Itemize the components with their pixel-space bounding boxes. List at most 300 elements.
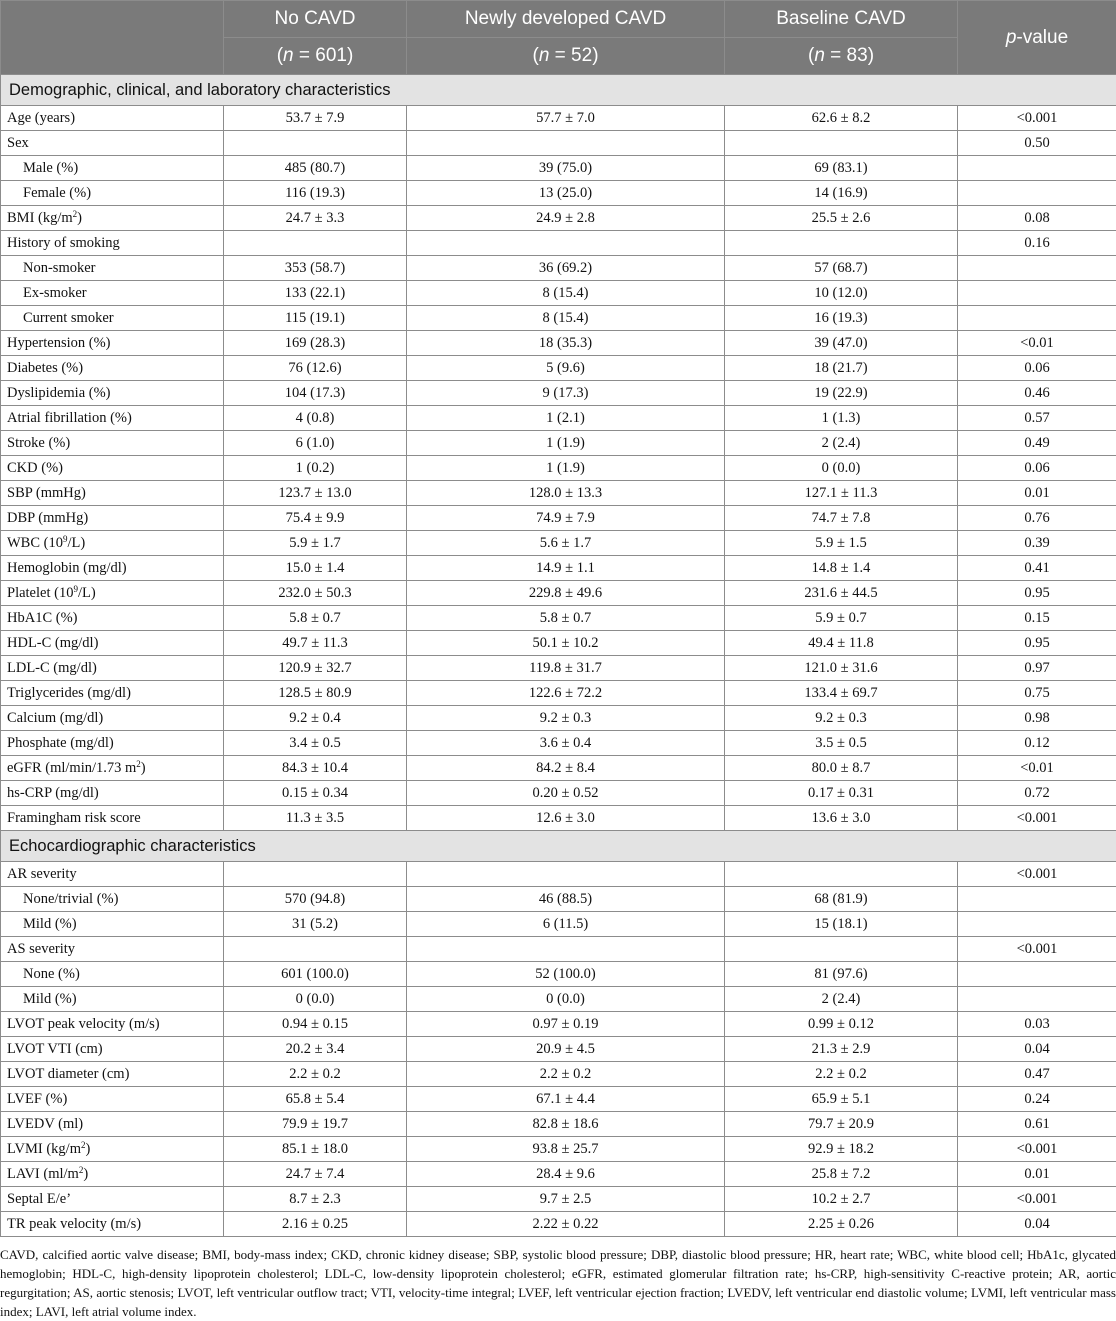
row-label: [1, 106, 224, 131]
value-no-cavd: 601 (100.0): [224, 962, 407, 987]
value-no-cavd: 353 (58.7): [224, 256, 407, 281]
value-p: 0.01: [958, 1162, 1116, 1187]
row-label: [1, 987, 224, 1012]
value-baseline-cavd: 14.8 ± 1.4: [725, 556, 958, 581]
value-newly-developed-cavd: 36 (69.2): [407, 256, 725, 281]
value-newly-developed-cavd: 1 (2.1): [407, 406, 725, 431]
value-p: 0.98: [958, 706, 1116, 731]
value-newly-developed-cavd: 0.97 ± 0.19: [407, 1012, 725, 1037]
value-no-cavd: 76 (12.6): [224, 356, 407, 381]
row-label-text: HbA1C (%): [7, 610, 77, 626]
p-italic: p: [1006, 27, 1017, 48]
value-no-cavd: 133 (22.1): [224, 281, 407, 306]
section-title: Echocardiographic characteristics: [1, 831, 1116, 862]
row-label: [1, 506, 224, 531]
value-baseline-cavd: 81 (97.6): [725, 962, 958, 987]
row-label: [1, 206, 224, 231]
row-label: [1, 606, 224, 631]
value-newly-developed-cavd: 50.1 ± 10.2: [407, 631, 725, 656]
row-label-text: LVOT diameter (cm): [7, 1066, 129, 1082]
value-baseline-cavd: 5.9 ± 0.7: [725, 606, 958, 631]
header-n-baseline: (n = 83): [725, 38, 958, 75]
value-p: [958, 281, 1116, 306]
row-label-text: Male (%): [23, 160, 78, 176]
value-p: <0.01: [958, 331, 1116, 356]
table-row: [1, 306, 1116, 331]
value-p: <0.001: [958, 106, 1116, 131]
row-label-text: LAVI (ml/m: [7, 1166, 79, 1182]
row-label-text: TR peak velocity (m/s): [7, 1216, 141, 1232]
row-label-tail: ): [141, 760, 146, 776]
row-label: [1, 406, 224, 431]
value-baseline-cavd: 65.9 ± 5.1: [725, 1087, 958, 1112]
value-baseline-cavd: 18 (21.7): [725, 356, 958, 381]
row-label: [1, 531, 224, 556]
row-label: [1, 556, 224, 581]
value-newly-developed-cavd: 74.9 ± 7.9: [407, 506, 725, 531]
row-label-text: Hemoglobin (mg/dl): [7, 560, 127, 576]
row-label-superscript: 2: [79, 1165, 84, 1175]
table-row: [1, 1012, 1116, 1037]
row-label-superscript: 2: [73, 209, 78, 219]
value-no-cavd: 15.0 ± 1.4: [224, 556, 407, 581]
value-no-cavd: 5.9 ± 1.7: [224, 531, 407, 556]
value-newly-developed-cavd: 1 (1.9): [407, 456, 725, 481]
row-label-text: SBP (mmHg): [7, 485, 86, 501]
row-label-text: Current smoker: [23, 310, 114, 326]
value-baseline-cavd: [725, 937, 958, 962]
header-p-value: [958, 1, 1116, 75]
value-p: [958, 181, 1116, 206]
value-no-cavd: 2.2 ± 0.2: [224, 1062, 407, 1087]
row-label-tail: ): [83, 1166, 88, 1182]
value-baseline-cavd: 69 (83.1): [725, 156, 958, 181]
value-no-cavd: [224, 131, 407, 156]
row-label-text: Stroke (%): [7, 435, 70, 451]
table-row: [1, 281, 1116, 306]
value-no-cavd: 0 (0.0): [224, 987, 407, 1012]
value-newly-developed-cavd: 0.20 ± 0.52: [407, 781, 725, 806]
table-row: [1, 681, 1116, 706]
row-label: [1, 706, 224, 731]
value-baseline-cavd: 133.4 ± 69.7: [725, 681, 958, 706]
row-label: [1, 937, 224, 962]
value-baseline-cavd: [725, 862, 958, 887]
value-no-cavd: 20.2 ± 3.4: [224, 1037, 407, 1062]
value-p: 0.95: [958, 581, 1116, 606]
value-baseline-cavd: 0 (0.0): [725, 456, 958, 481]
value-baseline-cavd: 14 (16.9): [725, 181, 958, 206]
value-newly-developed-cavd: 5 (9.6): [407, 356, 725, 381]
value-no-cavd: [224, 231, 407, 256]
value-no-cavd: 4 (0.8): [224, 406, 407, 431]
value-baseline-cavd: 21.3 ± 2.9: [725, 1037, 958, 1062]
value-p: 0.08: [958, 206, 1116, 231]
value-p: 0.04: [958, 1212, 1116, 1237]
value-newly-developed-cavd: 67.1 ± 4.4: [407, 1087, 725, 1112]
row-label: [1, 381, 224, 406]
row-label-text: BMI (kg/m: [7, 210, 73, 226]
value-no-cavd: 570 (94.8): [224, 887, 407, 912]
row-label-tail: /L): [78, 585, 96, 601]
value-baseline-cavd: 79.7 ± 20.9: [725, 1112, 958, 1137]
value-newly-developed-cavd: 93.8 ± 25.7: [407, 1137, 725, 1162]
row-label-text: Age (years): [7, 110, 75, 126]
table-row: [1, 106, 1116, 131]
value-no-cavd: 120.9 ± 32.7: [224, 656, 407, 681]
value-no-cavd: 0.15 ± 0.34: [224, 781, 407, 806]
value-no-cavd: 1 (0.2): [224, 456, 407, 481]
table-row: [1, 131, 1116, 156]
value-baseline-cavd: 16 (19.3): [725, 306, 958, 331]
value-baseline-cavd: 15 (18.1): [725, 912, 958, 937]
value-baseline-cavd: 0.17 ± 0.31: [725, 781, 958, 806]
value-baseline-cavd: 39 (47.0): [725, 331, 958, 356]
value-newly-developed-cavd: 9.2 ± 0.3: [407, 706, 725, 731]
value-p: 0.76: [958, 506, 1116, 531]
value-p: <0.001: [958, 1187, 1116, 1212]
row-label-text: Diabetes (%): [7, 360, 83, 376]
value-newly-developed-cavd: 229.8 ± 49.6: [407, 581, 725, 606]
value-p: 0.61: [958, 1112, 1116, 1137]
value-newly-developed-cavd: 12.6 ± 3.0: [407, 806, 725, 831]
row-label: [1, 1212, 224, 1237]
table-row: [1, 781, 1116, 806]
value-newly-developed-cavd: 20.9 ± 4.5: [407, 1037, 725, 1062]
row-label-text: LVEDV (ml): [7, 1116, 83, 1132]
table-row: [1, 756, 1116, 781]
value-newly-developed-cavd: 122.6 ± 72.2: [407, 681, 725, 706]
value-baseline-cavd: [725, 131, 958, 156]
value-p: [958, 306, 1116, 331]
value-baseline-cavd: 49.4 ± 11.8: [725, 631, 958, 656]
value-baseline-cavd: 13.6 ± 3.0: [725, 806, 958, 831]
value-newly-developed-cavd: 18 (35.3): [407, 331, 725, 356]
table-row: [1, 731, 1116, 756]
value-no-cavd: [224, 937, 407, 962]
row-label-superscript: 2: [81, 1140, 86, 1150]
table-row: [1, 1187, 1116, 1212]
table-row: [1, 206, 1116, 231]
value-p: [958, 256, 1116, 281]
value-newly-developed-cavd: 46 (88.5): [407, 887, 725, 912]
n-letter: n: [539, 45, 550, 66]
value-baseline-cavd: 19 (22.9): [725, 381, 958, 406]
table-row: [1, 1087, 1116, 1112]
row-label-tail: /L): [67, 535, 85, 551]
n-value: 601: [315, 45, 347, 66]
section-title: Demographic, clinical, and laboratory characteristics: [1, 75, 1116, 106]
value-newly-developed-cavd: 52 (100.0): [407, 962, 725, 987]
value-p: 0.24: [958, 1087, 1116, 1112]
value-p: [958, 887, 1116, 912]
value-baseline-cavd: [725, 231, 958, 256]
value-newly-developed-cavd: [407, 937, 725, 962]
table-row: [1, 506, 1116, 531]
table-row: [1, 631, 1116, 656]
table-row: [1, 181, 1116, 206]
row-label: [1, 281, 224, 306]
value-newly-developed-cavd: 1 (1.9): [407, 431, 725, 456]
row-label: [1, 681, 224, 706]
value-baseline-cavd: 3.5 ± 0.5: [725, 731, 958, 756]
value-no-cavd: 5.8 ± 0.7: [224, 606, 407, 631]
row-label: [1, 1012, 224, 1037]
value-newly-developed-cavd: 2.2 ± 0.2: [407, 1062, 725, 1087]
value-newly-developed-cavd: 5.6 ± 1.7: [407, 531, 725, 556]
row-label: [1, 256, 224, 281]
row-label-text: Septal E/e’: [7, 1191, 71, 1207]
value-p: [958, 962, 1116, 987]
row-label-text: LVEF (%): [7, 1091, 67, 1107]
row-label-text: HDL-C (mg/dl): [7, 635, 98, 651]
row-label-text: Ex-smoker: [23, 285, 87, 301]
value-newly-developed-cavd: 8 (15.4): [407, 281, 725, 306]
table-row: [1, 331, 1116, 356]
table-footnote: CAVD, calcified aortic valve disease; BMI, body-mass index; CKD, chronic kidney disease; SBP, systolic blood pressure; DBP, diastolic blood pressure; HR, heart rate; WBC, white blood cell; HbA1c, glycated hemoglobin; HDL-C, high-density lipoprotein cholesterol; LDL-C, low-density lipoprotein cholesterol; eGFR, estimated glomerular filtration rate; hs-CRP, high-sensitivity C-reactive protein; AR, aortic regurgitation; AS, aortic stenosis; LVOT, left ventricular outflow tract; VTI, velocity-time integral; LVEF, left ventricular ejection fraction; LVEDV, left ventricular end diastolic volume; LVMI, left ventricular mass index; LAVI, left atrial volume index.: [0, 1237, 1116, 1321]
table-body: [1, 75, 1116, 1237]
value-p: 0.41: [958, 556, 1116, 581]
value-newly-developed-cavd: 28.4 ± 9.6: [407, 1162, 725, 1187]
value-p: 0.49: [958, 431, 1116, 456]
row-label-text: CKD (%): [7, 460, 63, 476]
row-label: [1, 581, 224, 606]
table-row: [1, 456, 1116, 481]
value-p: 0.72: [958, 781, 1116, 806]
value-no-cavd: 115 (19.1): [224, 306, 407, 331]
table-header: [1, 1, 1116, 75]
header-baseline-cavd: Baseline CAVD: [725, 1, 958, 38]
header-no-cavd: No CAVD: [224, 1, 407, 38]
row-label: [1, 1112, 224, 1137]
value-no-cavd: 128.5 ± 80.9: [224, 681, 407, 706]
value-no-cavd: 485 (80.7): [224, 156, 407, 181]
value-p: 0.06: [958, 456, 1116, 481]
row-label-text: LVMI (kg/m: [7, 1141, 81, 1157]
value-no-cavd: 9.2 ± 0.4: [224, 706, 407, 731]
value-p: <0.001: [958, 937, 1116, 962]
table-row: [1, 862, 1116, 887]
value-newly-developed-cavd: 57.7 ± 7.0: [407, 106, 725, 131]
table-row: [1, 656, 1116, 681]
value-no-cavd: 84.3 ± 10.4: [224, 756, 407, 781]
table-row: [1, 912, 1116, 937]
value-p: 0.12: [958, 731, 1116, 756]
row-label: [1, 631, 224, 656]
value-no-cavd: [224, 862, 407, 887]
value-p: <0.001: [958, 806, 1116, 831]
row-label-text: None/trivial (%): [23, 891, 118, 907]
value-newly-developed-cavd: [407, 131, 725, 156]
value-p: 0.06: [958, 356, 1116, 381]
value-baseline-cavd: 10.2 ± 2.7: [725, 1187, 958, 1212]
row-label: [1, 156, 224, 181]
p-rest: -value: [1016, 27, 1068, 48]
value-p: 0.04: [958, 1037, 1116, 1062]
value-no-cavd: 0.94 ± 0.15: [224, 1012, 407, 1037]
row-label: [1, 1087, 224, 1112]
header-n-no-cavd: (n = 601): [224, 38, 407, 75]
value-baseline-cavd: 5.9 ± 1.5: [725, 531, 958, 556]
row-label-text: Calcium (mg/dl): [7, 710, 103, 726]
value-no-cavd: 24.7 ± 3.3: [224, 206, 407, 231]
value-newly-developed-cavd: 84.2 ± 8.4: [407, 756, 725, 781]
value-baseline-cavd: 0.99 ± 0.12: [725, 1012, 958, 1037]
table-row: [1, 481, 1116, 506]
value-no-cavd: 8.7 ± 2.3: [224, 1187, 407, 1212]
row-label: [1, 962, 224, 987]
table-row: [1, 937, 1116, 962]
table-row: [1, 581, 1116, 606]
value-no-cavd: 6 (1.0): [224, 431, 407, 456]
row-label-text: Sex: [7, 135, 29, 151]
value-newly-developed-cavd: 9 (17.3): [407, 381, 725, 406]
value-baseline-cavd: 121.0 ± 31.6: [725, 656, 958, 681]
value-baseline-cavd: 25.8 ± 7.2: [725, 1162, 958, 1187]
header-newly-developed-cavd: Newly developed CAVD: [407, 1, 725, 38]
value-baseline-cavd: 2.25 ± 0.26: [725, 1212, 958, 1237]
value-p: <0.001: [958, 1137, 1116, 1162]
value-baseline-cavd: 80.0 ± 8.7: [725, 756, 958, 781]
value-newly-developed-cavd: 13 (25.0): [407, 181, 725, 206]
table-row: [1, 962, 1116, 987]
value-no-cavd: 79.9 ± 19.7: [224, 1112, 407, 1137]
value-no-cavd: 75.4 ± 9.9: [224, 506, 407, 531]
value-p: 0.03: [958, 1012, 1116, 1037]
table-row: [1, 606, 1116, 631]
row-label-text: Platelet (10: [7, 585, 73, 601]
row-label-superscript: 9: [63, 534, 68, 544]
value-baseline-cavd: 10 (12.0): [725, 281, 958, 306]
row-label: [1, 862, 224, 887]
row-label: [1, 806, 224, 831]
row-label: [1, 756, 224, 781]
value-baseline-cavd: 1 (1.3): [725, 406, 958, 431]
value-no-cavd: 116 (19.3): [224, 181, 407, 206]
value-no-cavd: 123.7 ± 13.0: [224, 481, 407, 506]
value-baseline-cavd: 68 (81.9): [725, 887, 958, 912]
value-newly-developed-cavd: [407, 862, 725, 887]
value-no-cavd: 3.4 ± 0.5: [224, 731, 407, 756]
row-label-text: Non-smoker: [23, 260, 96, 276]
table-row: [1, 887, 1116, 912]
row-label: [1, 331, 224, 356]
row-label-text: Triglycerides (mg/dl): [7, 685, 131, 701]
value-baseline-cavd: 62.6 ± 8.2: [725, 106, 958, 131]
row-label: [1, 181, 224, 206]
value-no-cavd: 85.1 ± 18.0: [224, 1137, 407, 1162]
n-letter: n: [814, 45, 825, 66]
value-p: 0.57: [958, 406, 1116, 431]
value-p: [958, 987, 1116, 1012]
value-baseline-cavd: 92.9 ± 18.2: [725, 1137, 958, 1162]
value-p: [958, 156, 1116, 181]
row-label-text: Framingham risk score: [7, 810, 141, 826]
value-p: 0.46: [958, 381, 1116, 406]
value-baseline-cavd: 2.2 ± 0.2: [725, 1062, 958, 1087]
row-label-text: AR severity: [7, 866, 77, 882]
value-no-cavd: 53.7 ± 7.9: [224, 106, 407, 131]
value-baseline-cavd: 231.6 ± 44.5: [725, 581, 958, 606]
table-row: [1, 1062, 1116, 1087]
row-label-text: Mild (%): [23, 991, 77, 1007]
row-label-text: None (%): [23, 966, 80, 982]
header-corner-cell: [1, 1, 224, 75]
table-row: [1, 1162, 1116, 1187]
row-label: [1, 887, 224, 912]
value-p: 0.97: [958, 656, 1116, 681]
row-label-text: DBP (mmHg): [7, 510, 88, 526]
table-row: [1, 356, 1116, 381]
table-row: [1, 987, 1116, 1012]
value-newly-developed-cavd: 0 (0.0): [407, 987, 725, 1012]
table-row: [1, 706, 1116, 731]
row-label: [1, 356, 224, 381]
value-p: <0.01: [958, 756, 1116, 781]
table-row: [1, 1112, 1116, 1137]
table-row: [1, 1212, 1116, 1237]
row-label-superscript: 2: [136, 759, 141, 769]
table-row: [1, 1037, 1116, 1062]
value-p: <0.001: [958, 862, 1116, 887]
section-header-row: [1, 75, 1116, 106]
value-newly-developed-cavd: 24.9 ± 2.8: [407, 206, 725, 231]
header-n-newly-developed: (n = 52): [407, 38, 725, 75]
row-label: [1, 781, 224, 806]
value-baseline-cavd: 74.7 ± 7.8: [725, 506, 958, 531]
value-baseline-cavd: 9.2 ± 0.3: [725, 706, 958, 731]
n-value: 83: [847, 45, 868, 66]
row-label: [1, 731, 224, 756]
value-newly-developed-cavd: 5.8 ± 0.7: [407, 606, 725, 631]
value-newly-developed-cavd: 39 (75.0): [407, 156, 725, 181]
row-label: [1, 1162, 224, 1187]
value-baseline-cavd: 2 (2.4): [725, 431, 958, 456]
value-p: 0.16: [958, 231, 1116, 256]
row-label-text: LVOT peak velocity (m/s): [7, 1016, 160, 1032]
row-label-text: Atrial fibrillation (%): [7, 410, 132, 426]
row-label-text: Hypertension (%): [7, 335, 110, 351]
row-label: [1, 481, 224, 506]
row-label-text: LDL-C (mg/dl): [7, 660, 97, 676]
value-no-cavd: 104 (17.3): [224, 381, 407, 406]
row-label-tail: ): [85, 1141, 90, 1157]
row-label: [1, 1037, 224, 1062]
row-label: [1, 456, 224, 481]
row-label-text: Phosphate (mg/dl): [7, 735, 114, 751]
value-baseline-cavd: 57 (68.7): [725, 256, 958, 281]
value-no-cavd: 2.16 ± 0.25: [224, 1212, 407, 1237]
row-label: [1, 1062, 224, 1087]
value-baseline-cavd: 127.1 ± 11.3: [725, 481, 958, 506]
section-header-row: [1, 831, 1116, 862]
row-label-superscript: 9: [73, 584, 78, 594]
value-newly-developed-cavd: 8 (15.4): [407, 306, 725, 331]
value-p: 0.95: [958, 631, 1116, 656]
value-p: [958, 912, 1116, 937]
row-label: [1, 306, 224, 331]
row-label: [1, 656, 224, 681]
value-p: 0.15: [958, 606, 1116, 631]
n-value: 52: [571, 45, 592, 66]
value-newly-developed-cavd: 6 (11.5): [407, 912, 725, 937]
row-label-text: AS severity: [7, 941, 75, 957]
n-letter: n: [283, 45, 294, 66]
row-label-text: LVOT VTI (cm): [7, 1041, 103, 1057]
row-label: [1, 131, 224, 156]
row-label: [1, 231, 224, 256]
value-no-cavd: 49.7 ± 11.3: [224, 631, 407, 656]
